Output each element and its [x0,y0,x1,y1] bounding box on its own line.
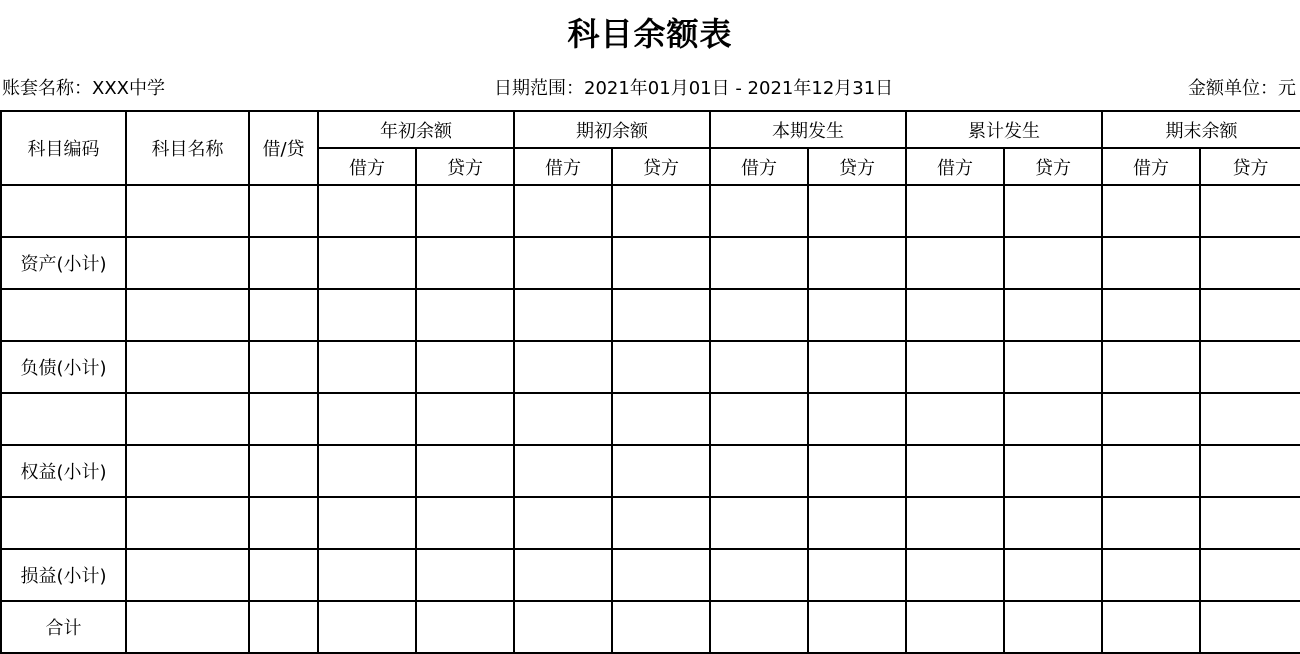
table-cell [808,601,906,653]
table-cell [1200,445,1300,497]
row-label: 权益(小计) [1,445,126,497]
table-cell [710,601,808,653]
header-dc: 借/贷 [249,111,318,185]
table-cell [1102,601,1200,653]
table-cell [1102,549,1200,601]
table-cell [126,289,249,341]
table-cell [126,237,249,289]
table-cell [249,341,318,393]
table-cell [906,497,1004,549]
table-cell [612,497,710,549]
table-cell [1102,341,1200,393]
table-cell [249,289,318,341]
row-label [1,289,126,341]
table-cell [1102,185,1200,237]
table-cell [318,341,416,393]
table-cell [126,445,249,497]
row-label: 负债(小计) [1,341,126,393]
table-cell [906,185,1004,237]
table-cell [1102,497,1200,549]
table-cell [416,445,514,497]
table-cell [808,237,906,289]
table-cell [416,549,514,601]
table-cell [612,341,710,393]
table-cell [514,185,612,237]
row-label [1,497,126,549]
balance-table [0,110,1300,654]
table-cell [318,549,416,601]
table-cell [126,497,249,549]
table-cell [710,341,808,393]
table-cell [416,393,514,445]
table-row [1,289,1300,341]
table-cell [514,341,612,393]
table-row [1,497,1300,549]
table-cell [416,289,514,341]
table-row [1,341,1300,393]
row-label: 合计 [1,601,126,653]
table-cell [1200,185,1300,237]
table-cell [906,601,1004,653]
table-cell [906,289,1004,341]
table-row [1,185,1300,237]
report-title: 科目余额表 [567,15,733,53]
table-cell [906,445,1004,497]
table-cell [808,497,906,549]
table-cell [249,185,318,237]
table-cell [808,393,906,445]
subheader-debit: 借方 [514,148,612,185]
table-cell [808,549,906,601]
table-cell [710,549,808,601]
table-cell [416,497,514,549]
header-group: 本期发生 [710,111,906,148]
table-cell [318,393,416,445]
table-cell [1004,393,1102,445]
table-cell [126,601,249,653]
table-cell [1200,497,1300,549]
table-cell [906,237,1004,289]
table-cell [612,237,710,289]
table-cell [514,549,612,601]
table-cell [612,445,710,497]
table-row [1,237,1300,289]
header-group: 期末余额 [1102,111,1300,148]
table-cell [416,341,514,393]
subheader-debit: 借方 [906,148,1004,185]
table-cell [416,601,514,653]
table-cell [318,185,416,237]
table-cell [1200,341,1300,393]
table-cell [249,445,318,497]
table-cell [318,289,416,341]
table-cell [1004,601,1102,653]
table-cell [514,497,612,549]
row-label: 损益(小计) [1,549,126,601]
table-cell [710,445,808,497]
table-row [1,549,1300,601]
table-cell [808,185,906,237]
table-cell [710,237,808,289]
date-range: 日期范围：2021年01月01日 - 2021年12月31日 [494,78,894,99]
table-cell [1200,549,1300,601]
table-cell [514,237,612,289]
subheader-credit: 贷方 [612,148,710,185]
table-cell [1102,393,1200,445]
subheader-debit: 借方 [710,148,808,185]
table-cell [318,237,416,289]
table-cell [249,393,318,445]
table-cell [612,289,710,341]
table-cell [126,393,249,445]
table-cell [906,393,1004,445]
table-cell [1200,237,1300,289]
table-cell [1004,445,1102,497]
table-cell [318,497,416,549]
table-cell [514,289,612,341]
header-code: 科目编码 [1,111,126,185]
table-cell [514,393,612,445]
table-cell [249,237,318,289]
table-cell [514,445,612,497]
table-cell [249,549,318,601]
table-cell [249,497,318,549]
table-cell [1200,601,1300,653]
subheader-credit: 贷方 [808,148,906,185]
amount-unit: 金额单位：元 [1188,78,1296,99]
table-cell [808,445,906,497]
table-cell [416,237,514,289]
table-cell [1004,549,1102,601]
table-cell [1200,393,1300,445]
subheader-credit: 贷方 [1200,148,1300,185]
table-cell [612,393,710,445]
subheader-credit: 贷方 [416,148,514,185]
table-cell [612,549,710,601]
table-cell [1102,289,1200,341]
table-cell [1004,237,1102,289]
table-cell [710,497,808,549]
header-group: 期初余额 [514,111,710,148]
book-name: 账套名称：XXX中学 [2,78,165,99]
table-cell [318,445,416,497]
table-cell [1004,185,1102,237]
table-cell [1200,289,1300,341]
table-cell [808,341,906,393]
table-cell [906,549,1004,601]
table-cell [906,341,1004,393]
table-cell [1102,445,1200,497]
table-cell [249,601,318,653]
table-cell [1004,341,1102,393]
header-group: 累计发生 [906,111,1102,148]
table-row [1,393,1300,445]
header-group: 年初余额 [318,111,514,148]
table-cell [612,185,710,237]
table-cell [126,185,249,237]
header-name: 科目名称 [126,111,249,185]
table-cell [710,289,808,341]
subheader-debit: 借方 [318,148,416,185]
table-cell [416,185,514,237]
table-cell [318,601,416,653]
table-row [1,445,1300,497]
subheader-credit: 贷方 [1004,148,1102,185]
table-row [1,601,1300,653]
table-cell [126,549,249,601]
table-cell [1004,497,1102,549]
table-cell [710,393,808,445]
table-cell [808,289,906,341]
table-cell [514,601,612,653]
table-cell [1004,289,1102,341]
subheader-debit: 借方 [1102,148,1200,185]
row-label: 资产(小计) [1,237,126,289]
table-cell [710,185,808,237]
table-cell [126,341,249,393]
table-cell [1102,237,1200,289]
row-label [1,393,126,445]
table-cell [612,601,710,653]
row-label [1,185,126,237]
